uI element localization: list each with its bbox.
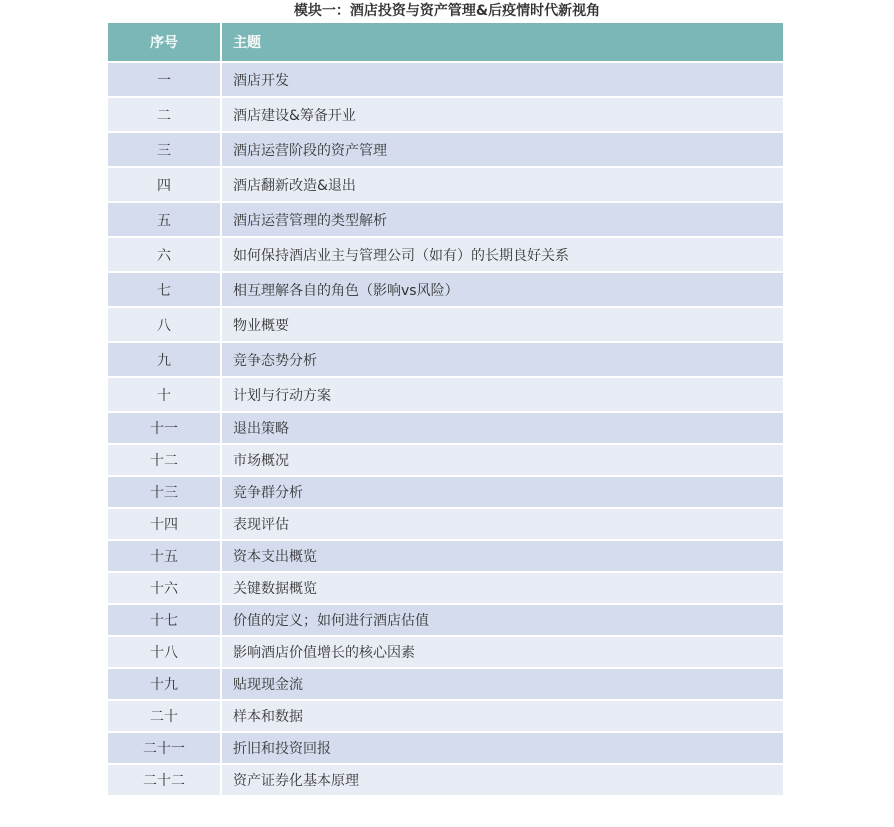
row-topic-cell: 市场概况 <box>233 453 289 469</box>
row-topic-cell: 表现评估 <box>233 517 289 533</box>
table-row <box>108 96 783 131</box>
table-row <box>108 376 783 411</box>
page-title: 模块一：酒店投资与资产管理&后疫情时代新视角 <box>293 3 601 19</box>
table-row <box>108 475 783 507</box>
row-topic-cell: 价值的定义；如何进行酒店估值 <box>233 613 429 629</box>
table-row <box>108 603 783 635</box>
row-number-cell: 十 <box>108 378 222 411</box>
table-row <box>108 507 783 539</box>
row-number-cell: 九 <box>108 343 222 376</box>
table-row <box>108 571 783 603</box>
row-topic-cell: 样本和数据 <box>233 709 303 725</box>
row-number-cell: 十二 <box>108 445 222 475</box>
row-topic-cell: 计划与行动方案 <box>233 387 331 404</box>
row-number-cell: 三 <box>108 133 222 166</box>
row-number-cell: 二十二 <box>108 765 222 795</box>
row-number-cell: 二 <box>108 98 222 131</box>
table-row <box>108 667 783 699</box>
column-header-topic: 主题 <box>233 35 261 51</box>
table-row <box>108 699 783 731</box>
row-topic-cell: 资产证券化基本原理 <box>233 773 359 789</box>
row-topic-cell: 折旧和投资回报 <box>233 741 331 757</box>
row-number-cell: 十四 <box>108 509 222 539</box>
table-body <box>108 61 783 795</box>
topics-table <box>108 23 783 795</box>
row-topic-cell: 贴现现金流 <box>233 677 303 693</box>
row-number-cell: 四 <box>108 168 222 201</box>
row-number-cell: 五 <box>108 203 222 236</box>
table-row <box>108 341 783 376</box>
row-number-cell: 十七 <box>108 605 222 635</box>
table-row <box>108 763 783 795</box>
row-number-cell: 一 <box>108 63 222 96</box>
row-topic-cell: 如何保持酒店业主与管理公司（如有）的长期良好关系 <box>233 247 569 264</box>
row-number-cell: 十九 <box>108 669 222 699</box>
row-topic-cell: 酒店开发 <box>233 72 289 89</box>
row-topic-cell: 关键数据概览 <box>233 581 317 597</box>
row-topic-cell: 相互理解各自的角色（影响vs风险） <box>233 282 459 299</box>
row-topic-cell: 酒店翻新改造&退出 <box>233 177 356 194</box>
row-topic-cell: 资本支出概览 <box>233 549 317 565</box>
row-topic-cell: 竞争群分析 <box>233 485 303 501</box>
table-row <box>108 61 783 96</box>
row-topic-cell: 竞争态势分析 <box>233 352 317 369</box>
table-row <box>108 306 783 341</box>
table-row <box>108 131 783 166</box>
row-number-cell: 十三 <box>108 477 222 507</box>
row-topic-cell: 酒店运营阶段的资产管理 <box>233 142 387 159</box>
table-row <box>108 731 783 763</box>
row-number-cell: 六 <box>108 238 222 271</box>
row-number-cell: 二十一 <box>108 733 222 763</box>
row-number-cell: 八 <box>108 308 222 341</box>
row-number-cell: 七 <box>108 273 222 306</box>
table-row <box>108 236 783 271</box>
row-number-cell: 二十 <box>108 701 222 731</box>
row-number-cell: 十五 <box>108 541 222 571</box>
table-row <box>108 201 783 236</box>
table-row <box>108 271 783 306</box>
row-topic-cell: 酒店运营管理的类型解析 <box>233 212 387 229</box>
row-topic-cell: 物业概要 <box>233 317 289 334</box>
column-header-number: 序号 <box>108 23 222 61</box>
table-row <box>108 411 783 443</box>
table-header-row <box>108 23 783 61</box>
row-topic-cell: 影响酒店价值增长的核心因素 <box>233 645 415 661</box>
row-topic-cell: 酒店建设&筹备开业 <box>233 107 356 124</box>
row-number-cell: 十六 <box>108 573 222 603</box>
table-row <box>108 635 783 667</box>
table-row <box>108 443 783 475</box>
table-row <box>108 166 783 201</box>
row-topic-cell: 退出策略 <box>233 421 289 437</box>
row-number-cell: 十一 <box>108 413 222 443</box>
row-number-cell: 十八 <box>108 637 222 667</box>
table-row <box>108 539 783 571</box>
